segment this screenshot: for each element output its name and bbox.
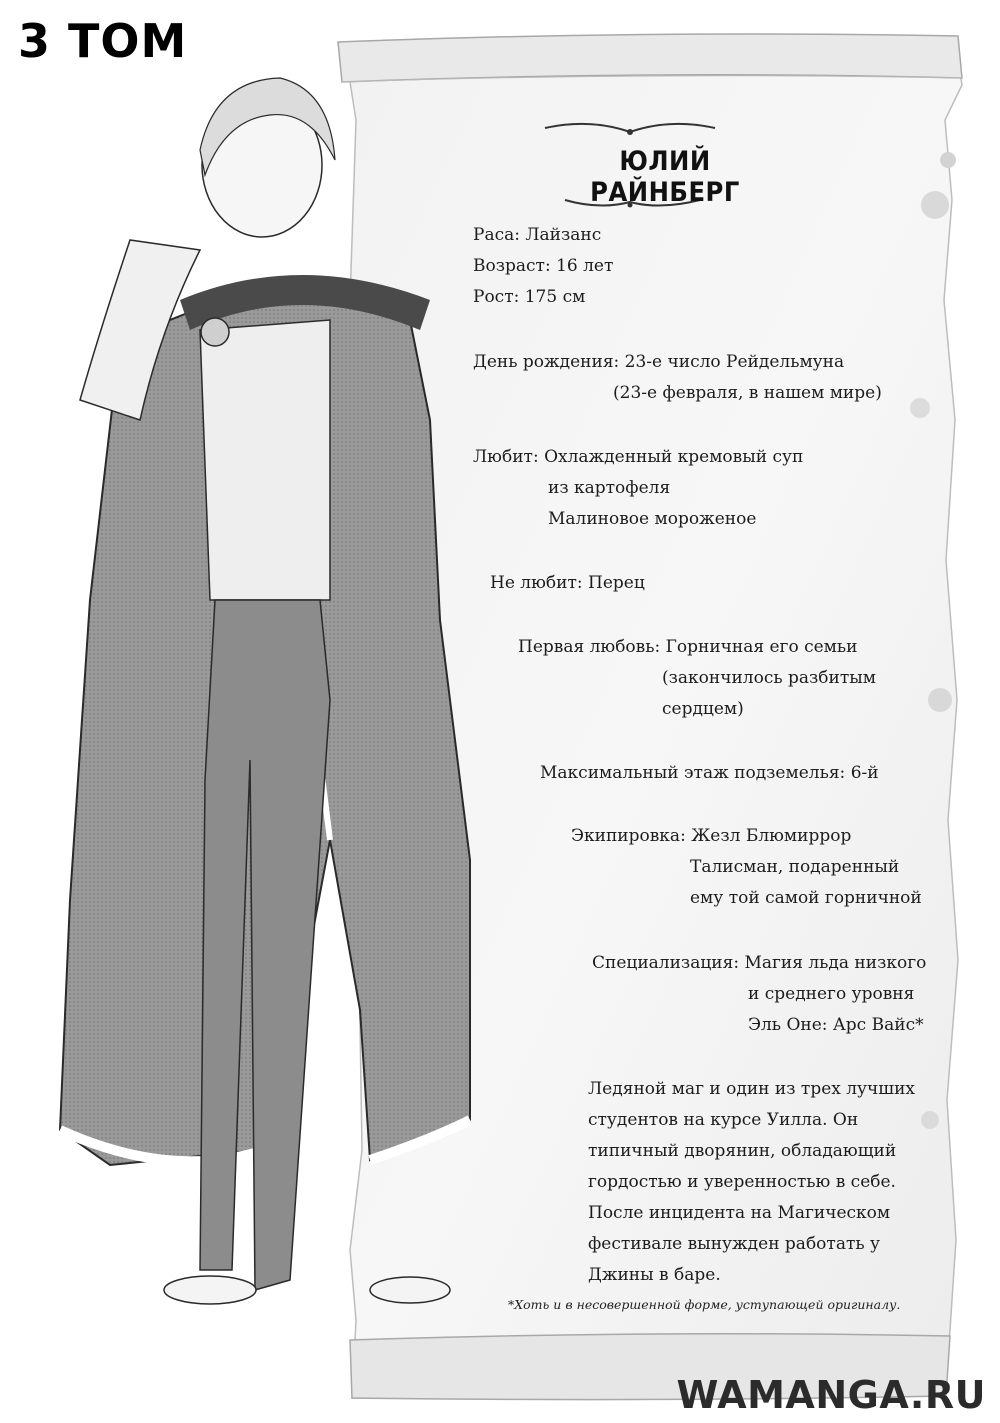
specialization-line-2: и среднего уровня	[748, 984, 915, 1004]
height-line: Рост: 175 см	[473, 287, 586, 307]
watermark: WAMANGA.RU	[676, 1373, 986, 1417]
description-line: Ледяной маг и один из трех лучших	[588, 1079, 916, 1099]
likes-line-2: из картофеля	[548, 478, 671, 498]
birthday-line: День рождения: 23-е число Рейдельмуна	[473, 352, 845, 372]
specialization-line-3: Эль Оне: Арс Вайс*	[748, 1015, 924, 1035]
dislikes-line: Не любит: Перец	[490, 573, 645, 593]
character-name: ЮЛИЙ РАЙНБЕРГ	[590, 146, 740, 208]
first-love-line: Первая любовь: Горничная его семьи	[518, 637, 858, 657]
equipment-line: Экипировка: Жезл Блюмиррор	[571, 826, 852, 846]
race-line: Раса: Лайзанс	[473, 225, 602, 245]
max-floor-line: Максимальный этаж подземелья: 6-й	[540, 763, 879, 783]
description-line: фестивале вынужден работать у	[588, 1234, 881, 1254]
footnote: *Хоть и в несовершенной форме, уступающей оригиналу.	[508, 1297, 901, 1312]
description-line: После инцидента на Магическом	[588, 1203, 891, 1223]
age-line: Возраст: 16 лет	[473, 256, 614, 276]
specialization-line: Специализация: Магия льда низкого	[592, 953, 927, 973]
first-love-line-2: (закончилось разбитым	[662, 668, 877, 688]
equipment-line-2: Талисман, подаренный	[690, 857, 900, 877]
volume-label: 3 ТОМ	[18, 14, 188, 68]
description-line: Джины в баре.	[588, 1265, 721, 1285]
birthday-note: (23-е февраля, в нашем мире)	[613, 383, 882, 403]
description-line: гордостью и уверенностью в себе.	[588, 1172, 896, 1192]
likes-line: Любит: Охлажденный кремовый суп	[473, 447, 804, 467]
likes-line-3: Малиновое мороженое	[548, 509, 757, 529]
description-line: студентов на курсе Уилла. Он	[588, 1110, 859, 1130]
character-description	[588, 1074, 946, 1291]
first-love-line-3: сердцем)	[662, 699, 744, 719]
equipment-line-3: ему той самой горничной	[690, 888, 922, 908]
description-line: типичный дворянин, обладающий	[588, 1141, 897, 1161]
